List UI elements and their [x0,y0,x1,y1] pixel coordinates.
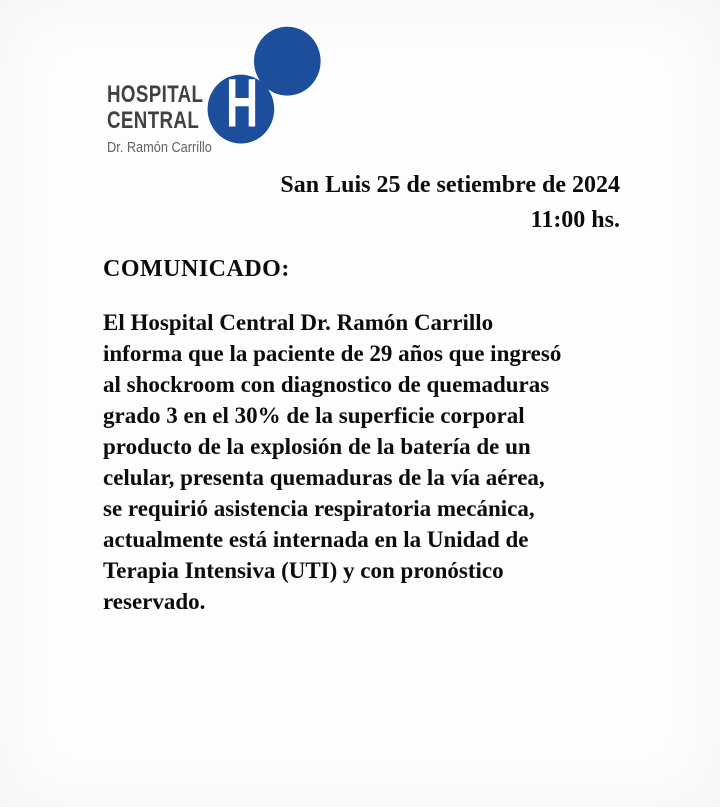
dateline-time: 11:00 hs. [530,207,620,233]
dateline-place-date: San Luis 25 de setiembre de 2024 [280,172,620,198]
body-line: celular, presenta quemaduras de la vía aérea, [103,465,545,490]
dateline [200,168,620,238]
logo-letter-h: H [226,65,259,142]
communique-body [103,307,633,617]
body-line: producto de la explosión de la batería de un [103,434,531,459]
hospital-subtitle: Dr. Ramón Carrillo [107,139,212,156]
body-line: reservado. [103,589,206,614]
body-line: al shockroom con diagnostico de quemaduras [103,372,550,397]
body-line: actualmente está internada en la Unidad de [103,527,529,552]
hospital-name-line2: CENTRAL [107,107,200,134]
hospital-name-line1: HOSPITAL [107,81,204,108]
body-line: El Hospital Central Dr. Ramón Carrillo [103,310,494,335]
logo-blob-top [254,27,321,96]
body-line: Terapia Intensiva (UTI) y con pronóstico [103,558,504,583]
body-line: informa que la paciente de 29 años que ingresó [103,341,562,366]
body-line: grado 3 en el 30% de la superficie corporal [103,403,525,428]
hospital-h-logo-icon [204,23,323,146]
communique-heading: COMUNICADO: [103,256,290,282]
body-line: se requirió asistencia respiratoria mecánica, [103,496,535,521]
